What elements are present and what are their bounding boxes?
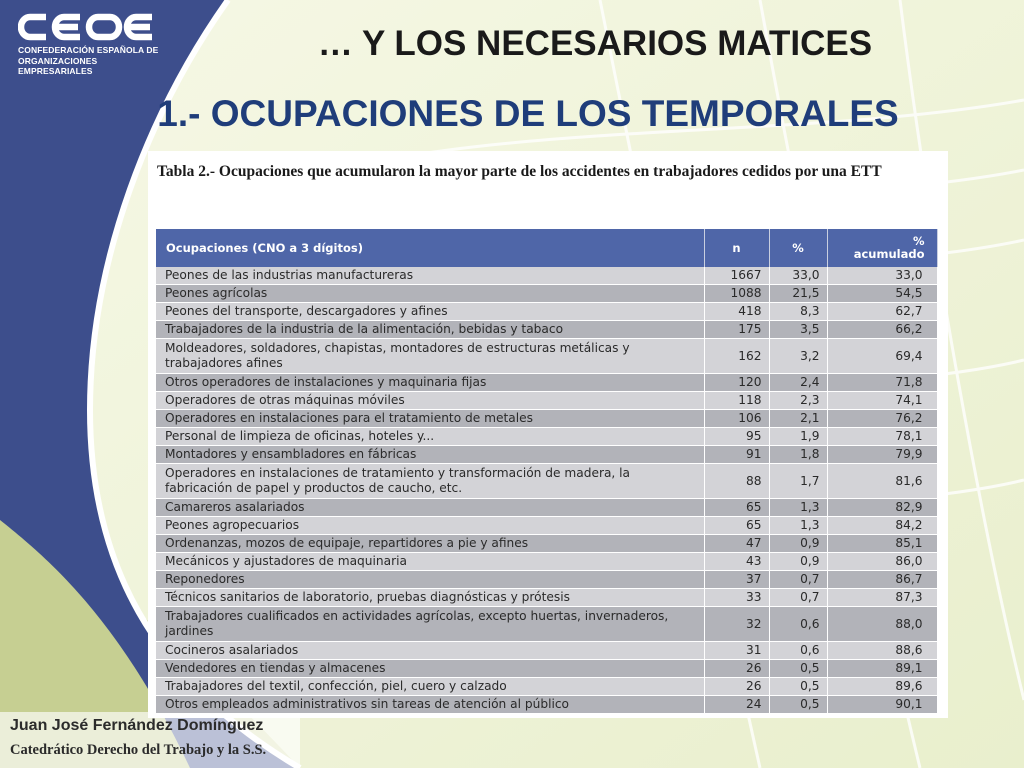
table-row — [156, 678, 937, 696]
slide-title: 1.- OCUPACIONES DE LOS TEMPORALES — [157, 93, 899, 134]
occupation-cell: Camareros asalariados — [156, 499, 704, 517]
col-header-n: n — [704, 229, 769, 267]
cum-cell: 33,0 — [827, 267, 937, 285]
pct-cell: 1,3 — [769, 517, 827, 535]
cum-cell: 54,5 — [827, 285, 937, 303]
table-row — [156, 553, 937, 571]
occupation-cell: Operadores en instalaciones para el tratamiento de metales — [156, 410, 704, 428]
cum-header-line-2: acumulado — [853, 247, 925, 261]
table-row — [156, 535, 937, 553]
pct-cell: 21,5 — [769, 285, 827, 303]
occupation-cell: Operadores en instalaciones de tratamiento y transformación de madera, la fabricación de papel y productos de caucho, etc. — [156, 464, 704, 499]
cum-cell: 62,7 — [827, 303, 937, 321]
n-cell: 32 — [704, 607, 769, 642]
n-cell: 47 — [704, 535, 769, 553]
pct-cell: 0,5 — [769, 678, 827, 696]
occupation-cell: Peones del transporte, descargadores y afines — [156, 303, 704, 321]
cum-cell: 89,6 — [827, 678, 937, 696]
pct-cell: 0,6 — [769, 642, 827, 660]
occupation-cell: Personal de limpieza de oficinas, hoteles y... — [156, 428, 704, 446]
n-cell: 106 — [704, 410, 769, 428]
table-row — [156, 428, 937, 446]
table-row — [156, 374, 937, 392]
caption-label: Tabla 2.- — [157, 163, 216, 180]
cum-cell: 86,0 — [827, 553, 937, 571]
occupation-cell: Trabajadores cualificados en actividades agrícolas, excepto huertas, invernaderos, jardines — [156, 607, 704, 642]
pct-cell: 0,9 — [769, 535, 827, 553]
pct-cell: 33,0 — [769, 267, 827, 285]
occupation-cell: Trabajadores de la industria de la alimentación, bebidas y tabaco — [156, 321, 704, 339]
occupation-cell: Peones agrícolas — [156, 285, 704, 303]
table-row — [156, 607, 937, 642]
table-row — [156, 660, 937, 678]
slide-subtitle: … Y LOS NECESARIOS MATICES — [317, 24, 873, 63]
n-cell: 26 — [704, 678, 769, 696]
pct-cell: 2,1 — [769, 410, 827, 428]
cum-cell: 71,8 — [827, 374, 937, 392]
cum-cell: 79,9 — [827, 446, 937, 464]
table-row — [156, 446, 937, 464]
occupation-cell: Mecánicos y ajustadores de maquinaria — [156, 553, 704, 571]
col-header-occupation: Ocupaciones (CNO a 3 dígitos) — [156, 229, 704, 267]
cum-cell: 69,4 — [827, 339, 937, 374]
col-header-pct: % — [769, 229, 827, 267]
table-row — [156, 321, 937, 339]
table-row — [156, 267, 937, 285]
n-cell: 175 — [704, 321, 769, 339]
occupation-cell: Otros operadores de instalaciones y maquinaria fijas — [156, 374, 704, 392]
pct-cell: 3,5 — [769, 321, 827, 339]
cum-cell: 86,7 — [827, 571, 937, 589]
pct-cell: 2,4 — [769, 374, 827, 392]
n-cell: 88 — [704, 464, 769, 499]
cum-cell: 76,2 — [827, 410, 937, 428]
cum-header-line-1: % — [912, 234, 925, 248]
n-cell: 418 — [704, 303, 769, 321]
n-cell: 162 — [704, 339, 769, 374]
author-role: Catedrático Derecho del Trabajo y la S.S. — [10, 742, 267, 758]
table-row — [156, 499, 937, 517]
occupation-cell: Otros empleados administrativos sin tareas de atención al público — [156, 696, 704, 714]
pct-cell: 1,9 — [769, 428, 827, 446]
n-cell: 26 — [704, 660, 769, 678]
occupations-table — [156, 229, 938, 714]
table-row — [156, 339, 937, 374]
cum-cell: 81,6 — [827, 464, 937, 499]
occupation-cell: Moldeadores, soldadores, chapistas, montadores de estructuras metálicas y trabajadores afines — [156, 339, 704, 374]
table-row — [156, 642, 937, 660]
occupation-cell: Trabajadores del textil, confección, piel, cuero y calzado — [156, 678, 704, 696]
author-name: Juan José Fernández Domínguez — [10, 717, 264, 734]
pct-cell: 1,8 — [769, 446, 827, 464]
pct-cell: 1,7 — [769, 464, 827, 499]
caption-text: Ocupaciones que acumularon la mayor parte de los accidentes en trabajadores cedidos por una ETT — [215, 163, 882, 180]
occupation-cell: Reponedores — [156, 571, 704, 589]
occupation-cell: Peones agropecuarios — [156, 517, 704, 535]
pct-cell: 1,3 — [769, 499, 827, 517]
pct-cell: 0,7 — [769, 571, 827, 589]
occupation-cell: Ordenanzas, mozos de equipaje, repartidores a pie y afines — [156, 535, 704, 553]
pct-cell: 0,5 — [769, 660, 827, 678]
occupation-cell: Montadores y ensambladores en fábricas — [156, 446, 704, 464]
cum-cell: 87,3 — [827, 589, 937, 607]
pct-cell: 0,5 — [769, 696, 827, 714]
table-row — [156, 410, 937, 428]
cum-cell: 88,0 — [827, 607, 937, 642]
cum-cell: 66,2 — [827, 321, 937, 339]
n-cell: 31 — [704, 642, 769, 660]
n-cell: 95 — [704, 428, 769, 446]
table-row — [156, 303, 937, 321]
table-header-row — [156, 229, 937, 267]
occupation-cell: Cocineros asalariados — [156, 642, 704, 660]
cum-cell: 88,6 — [827, 642, 937, 660]
col-header-cumulative — [827, 229, 937, 267]
n-cell: 1667 — [704, 267, 769, 285]
n-cell: 43 — [704, 553, 769, 571]
occupation-cell: Operadores de otras máquinas móviles — [156, 392, 704, 410]
n-cell: 33 — [704, 589, 769, 607]
table-row — [156, 571, 937, 589]
cum-cell: 78,1 — [827, 428, 937, 446]
table-row — [156, 464, 937, 499]
occupation-cell: Técnicos sanitarios de laboratorio, pruebas diagnósticas y prótesis — [156, 589, 704, 607]
tagline-line-1: CONFEDERACIÓN ESPAÑOLA DE — [18, 45, 159, 55]
occupation-cell: Peones de las industrias manufactureras — [156, 267, 704, 285]
cum-cell: 82,9 — [827, 499, 937, 517]
n-cell: 37 — [704, 571, 769, 589]
pct-cell: 0,7 — [769, 589, 827, 607]
n-cell: 1088 — [704, 285, 769, 303]
cum-cell: 84,2 — [827, 517, 937, 535]
n-cell: 120 — [704, 374, 769, 392]
table-row — [156, 589, 937, 607]
cum-cell: 89,1 — [827, 660, 937, 678]
table-caption — [157, 160, 942, 183]
n-cell: 91 — [704, 446, 769, 464]
pct-cell: 8,3 — [769, 303, 827, 321]
tagline-line-2: ORGANIZACIONES EMPRESARIALES — [18, 55, 98, 76]
n-cell: 24 — [704, 696, 769, 714]
pct-cell: 0,9 — [769, 553, 827, 571]
n-cell: 65 — [704, 499, 769, 517]
pct-cell: 3,2 — [769, 339, 827, 374]
cum-cell: 85,1 — [827, 535, 937, 553]
cum-cell: 90,1 — [827, 696, 937, 714]
pct-cell: 0,6 — [769, 607, 827, 642]
occupation-cell: Vendedores en tiendas y almacenes — [156, 660, 704, 678]
table-row — [156, 696, 937, 714]
n-cell: 118 — [704, 392, 769, 410]
table-row — [156, 517, 937, 535]
cum-cell: 74,1 — [827, 392, 937, 410]
n-cell: 65 — [704, 517, 769, 535]
table-row — [156, 392, 937, 410]
pct-cell: 2,3 — [769, 392, 827, 410]
table-row — [156, 285, 937, 303]
